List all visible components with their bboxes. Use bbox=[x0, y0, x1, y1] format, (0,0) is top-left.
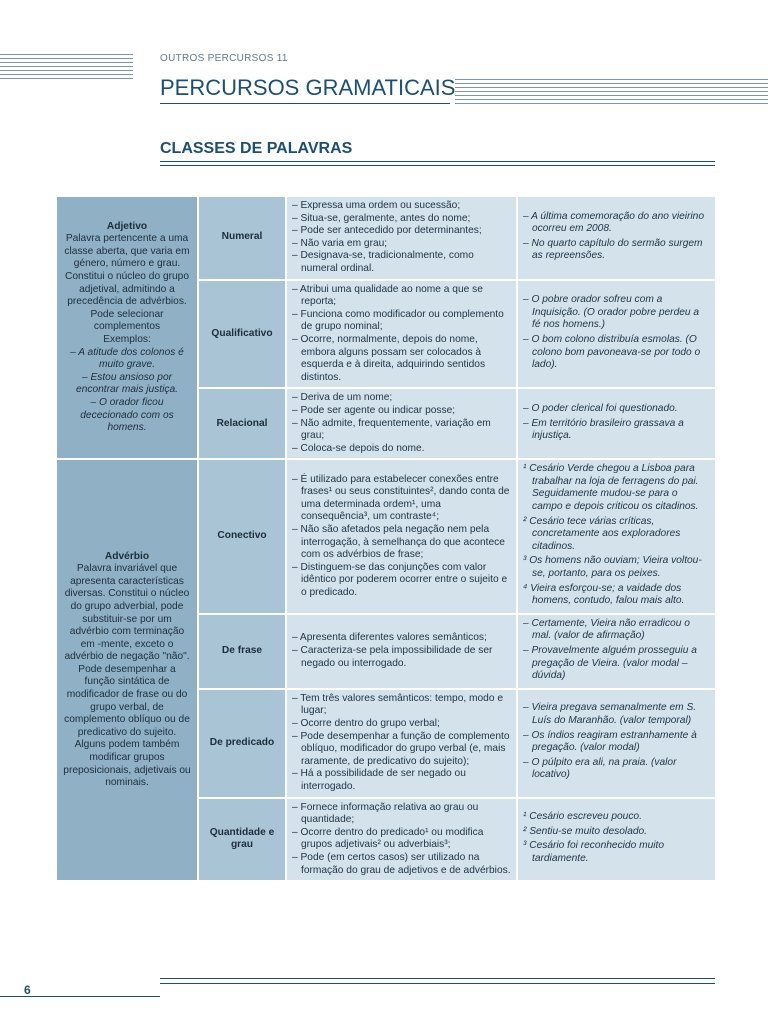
subclass-definition bbox=[286, 459, 517, 614]
definition-item: – É utilizado para estabelecer conexões entre frases¹ ou seus constituintes², dando conta de uma determinada ordem¹, uma consequência³, um contraste⁴; bbox=[292, 473, 510, 523]
word-class-description: Palavra invariável que apresenta características diversas. Constitui o núcleo do grupo adverbial, pode substituir-se por um advérbio com terminação em -mente, exceto o advérbio de negação "não". Pode desempenhar a função sintática de modificador de frase ou do grupo verbal, de complemento oblíquo ou de predicativo do sujeito. Alguns podem também modificar grupos preposicionais, adjetivais ou nominais. bbox=[63, 563, 191, 789]
example-item: – O púlpito era ali, na praia. (valor locativo) bbox=[523, 756, 677, 781]
example-item: ² Sentiu-se muito desolado. bbox=[523, 825, 648, 837]
subclass-definition bbox=[286, 388, 517, 459]
subclass-name: Qualificativo bbox=[198, 280, 286, 389]
example-item: ¹ Cesário escreveu pouco. bbox=[523, 811, 642, 823]
word-class-description: Palavra pertencente a uma classe aberta, que varia em género, número e grau. Constitui o núcleo do grupo adjetival, admitindo a precedência de advérbios. Pode selecionar complementos bbox=[64, 233, 190, 333]
examples-list bbox=[523, 294, 710, 372]
subclass-examples bbox=[517, 614, 716, 689]
definition-item: – Há a possibilidade de ser negado ou interrogado. bbox=[292, 768, 466, 792]
word-class-name: Advérbio bbox=[104, 550, 150, 562]
definition-item: – Caracteriza-se pela impossibilidade de ser negado ou interrogado. bbox=[292, 645, 493, 669]
section-heading: CLASSES DE PALAVRAS bbox=[160, 140, 353, 157]
example-item: – Os índios reagiram estranhamente à pregação. (valor modal) bbox=[523, 729, 697, 754]
decorative-stripes-right bbox=[455, 79, 768, 105]
definition-item: – Ocorre dentro do predicado¹ ou modifica grupos adjetivais² ou adverbiais³; bbox=[292, 826, 484, 851]
running-header: OUTROS PERCURSOS 11 bbox=[160, 53, 288, 64]
example-item: – Provavelmente alguém prosseguiu a pregação de Vieira. (valor modal – dúvida) bbox=[523, 645, 697, 682]
examples-list bbox=[523, 463, 710, 608]
word-class-cell bbox=[56, 459, 198, 881]
section-rule bbox=[160, 165, 715, 166]
subclass-name: Numeral bbox=[198, 196, 286, 280]
definition-item: – Fornece informação relativa ao grau ou quantidade; bbox=[292, 801, 479, 826]
subclass-name: De frase bbox=[198, 614, 286, 689]
examples-list bbox=[523, 811, 710, 865]
example-item: – A última comemoração do ano vieirino ocorreu em 2008. bbox=[523, 210, 705, 235]
definition-item: – Não varia em grau; bbox=[292, 237, 388, 249]
example-item: – O bom colono distribuía esmolas. (O colono bom pavoneava-se por todo o lado). bbox=[523, 333, 701, 371]
subclass-definition bbox=[286, 798, 517, 882]
word-classes-table bbox=[55, 195, 717, 882]
example-item: ² Cesário tece várias críticas, concretamente aos exploradores citadinos. bbox=[523, 515, 681, 552]
footer-rule bbox=[160, 978, 715, 979]
definition-item: – Coloca-se depois do nome. bbox=[292, 442, 425, 454]
definition-item: – Apresenta diferentes valores semânticos; bbox=[292, 632, 487, 644]
definition-list bbox=[292, 392, 511, 455]
word-class-name: Adjetivo bbox=[106, 220, 148, 232]
definition-item: – Pode ser agente ou indicar posse; bbox=[292, 404, 456, 416]
definition-list bbox=[292, 693, 511, 794]
definition-item: – Pode (em certos casos) ser utilizado na formação do grau de adjetivos e de advérbios. bbox=[292, 851, 511, 876]
definition-item: – Ocorre dentro do grupo verbal; bbox=[292, 717, 440, 729]
table-row bbox=[56, 196, 716, 280]
definition-list bbox=[292, 474, 511, 600]
word-class-cell bbox=[56, 196, 198, 459]
subclass-definition bbox=[286, 689, 517, 798]
title-underline bbox=[160, 103, 450, 104]
definition-item: – Funciona como modificador ou complemento de grupo nominal; bbox=[292, 308, 504, 333]
definition-item: – Não são afetados pela negação nem pela interrogação, à semelhança do que acontece com os advérbios de frase; bbox=[292, 523, 505, 561]
examples-list bbox=[523, 618, 710, 683]
word-class-example: – Estou ansioso por encontrar mais justiça. bbox=[76, 371, 178, 396]
examples-list bbox=[523, 702, 710, 782]
definition-list bbox=[292, 200, 511, 276]
example-item: ³ Cesário foi reconhecido muito tardiamente. bbox=[523, 840, 664, 864]
example-item: – O poder clerical foi questionado. bbox=[523, 402, 678, 414]
example-item: – No quarto capítulo do sermão surgem as repreensões. bbox=[523, 237, 703, 262]
page-number: 6 bbox=[24, 983, 31, 997]
subclass-definition bbox=[286, 614, 517, 689]
definition-list bbox=[292, 284, 511, 385]
page-title: PERCURSOS GRAMATICAIS bbox=[160, 75, 456, 100]
decorative-stripes-left bbox=[0, 54, 133, 80]
definition-item: – Distinguem-se das conjunções com valor idêntico por poderem ocorrer entre o sujeito e o predicado. bbox=[292, 561, 508, 598]
definition-item: – Não admite, frequentemente, variação em grau; bbox=[292, 417, 491, 442]
subclass-definition bbox=[286, 196, 517, 280]
subclass-name: De predicado bbox=[198, 689, 286, 798]
definition-list bbox=[292, 802, 511, 878]
definition-item: – Pode ser antecedido por determinantes; bbox=[292, 225, 482, 237]
definition-item: – Atribui uma qualidade ao nome a que se reporta; bbox=[292, 283, 483, 308]
section-rule bbox=[160, 161, 715, 162]
definition-item: – Ocorre, normalmente, depois do nome, embora alguns possam ser colocados à esquerda e à direita, adquirindo sentidos distintos. bbox=[292, 333, 486, 383]
subclass-examples bbox=[517, 689, 716, 798]
definition-list bbox=[292, 632, 511, 670]
subclass-examples bbox=[517, 459, 716, 614]
word-class-example: – O orador ficou dececionado com os homens. bbox=[80, 396, 174, 434]
word-class-example: – A atitude dos colonos é muito grave. bbox=[70, 346, 184, 371]
subclass-examples bbox=[517, 280, 716, 389]
definition-item: – Designava-se, tradicionalmente, como numeral ordinal. bbox=[292, 250, 474, 274]
definition-item: – Expressa uma ordem ou sucessão; bbox=[292, 200, 461, 211]
example-item: – Em território brasileiro grassava a injustiça. bbox=[523, 417, 684, 442]
example-item: – Certamente, Vieira não erradicou o mal. (valor de afirmação) bbox=[523, 617, 690, 642]
definition-item: – Tem três valores semânticos: tempo, modo e lugar; bbox=[292, 692, 504, 717]
table-row bbox=[56, 459, 716, 614]
definition-item: – Situa-se, geralmente, antes do nome; bbox=[292, 212, 471, 224]
example-item: ¹ Cesário Verde chegou a Lisboa para trabalhar na loja de ferragens do pai. Seguidamente mudou-se para o campo e depois criticou os citadinos. bbox=[523, 463, 699, 513]
examples-list bbox=[523, 403, 710, 443]
subclass-examples bbox=[517, 196, 716, 280]
subclass-examples bbox=[517, 388, 716, 459]
subclass-examples bbox=[517, 798, 716, 882]
definition-item: – Deriva de um nome; bbox=[292, 392, 393, 404]
example-item: ⁴ Vieira esforçou-se; a vaidade dos homens, contudo, falou mais alto. bbox=[523, 582, 685, 607]
subclass-name: Conectivo bbox=[198, 459, 286, 614]
example-item: – Vieira pregava semanalmente em S. Luís do Maranhão. (valor temporal) bbox=[523, 702, 697, 726]
example-item: ³ Os homens não ouviam; Vieira voltou-se, portanto, para os peixes. bbox=[523, 555, 702, 580]
definition-item: – Pode desempenhar a função de complemento oblíquo, modificador do grupo verbal (e, mais raramente, de predicativo do sujeito); bbox=[292, 730, 510, 767]
subclass-definition bbox=[286, 280, 517, 389]
footer-rule bbox=[160, 983, 715, 984]
example-item: – O pobre orador sofreu com a Inquisição. (O orador pobre perdeu a fé nos homens.) bbox=[523, 294, 700, 331]
examples-label: Exemplos: bbox=[103, 333, 151, 345]
subclass-name: Relacional bbox=[198, 388, 286, 459]
subclass-name: Quantidade e grau bbox=[198, 798, 286, 882]
examples-list bbox=[523, 211, 710, 263]
